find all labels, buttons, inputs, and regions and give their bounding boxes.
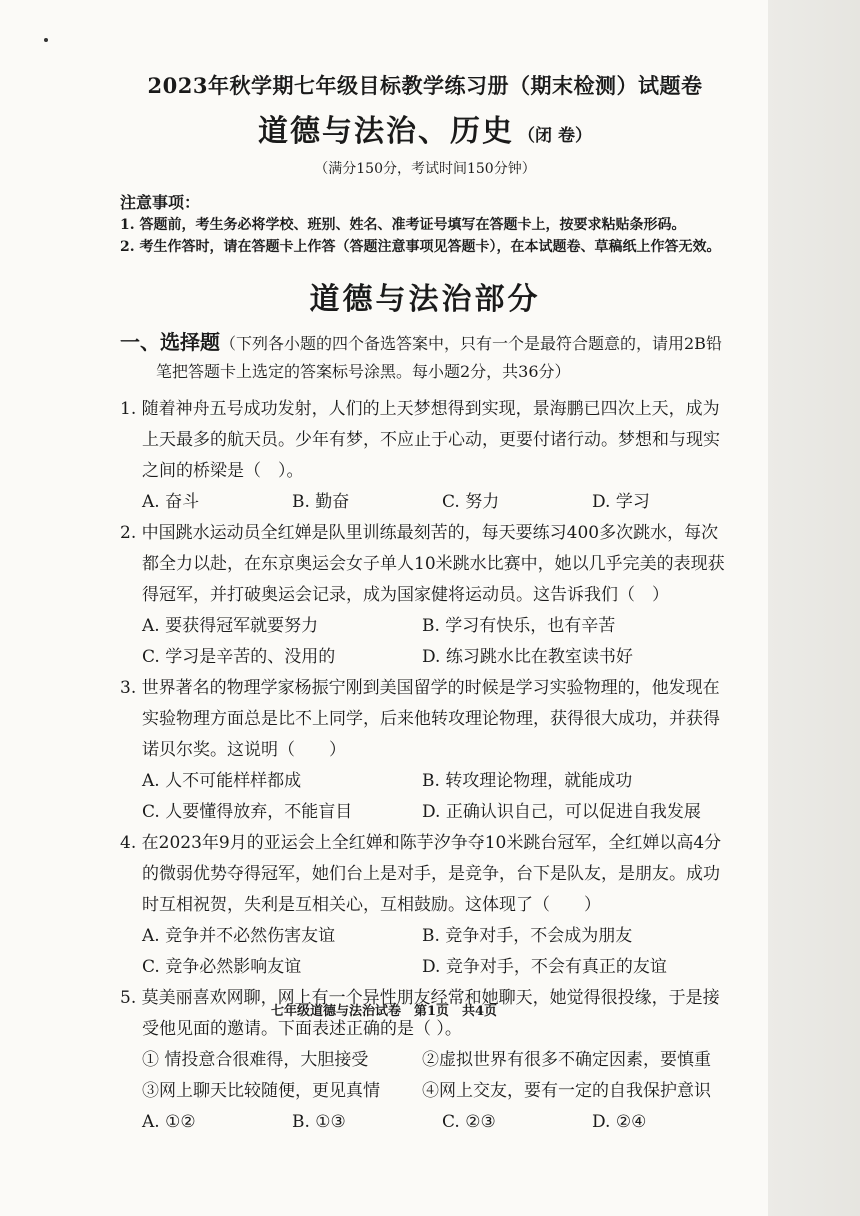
exam-meta: （满分150分，考试时间150分钟） xyxy=(314,161,536,177)
option-b: B. ①③ xyxy=(292,1112,346,1132)
option-d: D. 学习 xyxy=(592,492,650,512)
answer-options xyxy=(120,487,730,518)
scan-speck xyxy=(44,38,48,42)
notice-item: 2. 考生作答时，请在答题卡上作答（答题注意事项见答题卡），在本试题卷、草稿纸上作答无效。 xyxy=(120,239,721,255)
option-c: C. 学习是辛苦的、没用的 xyxy=(142,647,336,667)
part-one-heading xyxy=(120,328,730,386)
option-c: C. 竞争必然影响友谊 xyxy=(142,957,302,977)
question-stem: 2. 中国跳水运动员全红婵是队里训练最刻苦的，每天要练习400多次跳水，每次都全力以赴，在东京奥运会女子单人10米跳水比赛中，她以几乎完美的表现获得冠军，并打破奥运会记录，成为国家健将运动员。这告诉我们（ ） xyxy=(120,523,725,605)
option-c: C. ②③ xyxy=(442,1112,496,1132)
part-one-instruction: （下列各小题的四个备选答案中，只有一个是最符合题意的，请用2B铅笔把答题卡上选定的答案标号涂黑。每小题2分，共36分） xyxy=(156,334,722,381)
page-content xyxy=(120,70,730,1138)
statement: ① 情投意合很难得，大胆接受 xyxy=(142,1050,369,1070)
option-a: A. 竞争并不必然伤害友谊 xyxy=(142,926,336,946)
option-a: A. 奋斗 xyxy=(142,492,200,512)
option-b: B. 勤奋 xyxy=(292,492,350,512)
question-stem: 1. 随着神舟五号成功发射，人们的上天梦想得到实现，景海鹏已四次上天，成为上天最多的航天员。少年有梦，不应止于心动，更要付诸行动。梦想和与现实之间的桥梁是（ ）。 xyxy=(120,399,720,481)
notice-block xyxy=(120,192,730,258)
option-d: D. 练习跳水比在教室读书好 xyxy=(422,647,633,667)
question-1 xyxy=(120,394,730,518)
option-d: D. ②④ xyxy=(592,1112,647,1132)
answer-options xyxy=(120,611,730,673)
option-d: D. 竞争对手，不会有真正的友谊 xyxy=(422,957,667,977)
answer-options xyxy=(120,1107,730,1138)
option-a: A. ①② xyxy=(142,1112,196,1132)
answer-options xyxy=(120,766,730,828)
option-b: B. 竞争对手，不会成为朋友 xyxy=(422,926,633,946)
option-a: A. 要获得冠军就要努力 xyxy=(142,616,319,636)
statement: ④网上交友，要有一定的自我保护意识 xyxy=(422,1081,711,1101)
section-title: 道德与法治部分 xyxy=(309,282,541,317)
part-one-label: 一、选择题 xyxy=(120,330,220,354)
question-3 xyxy=(120,673,730,828)
subject-line xyxy=(120,106,730,150)
question-2 xyxy=(120,518,730,673)
statement: ③网上聊天比较随便，更见真情 xyxy=(142,1081,380,1101)
question-stem: 4. 在2023年9月的亚运会上全红婵和陈芋汐争夺10米跳台冠军，全红婵以高4分的微弱优势夺得冠军，她们台上是对手，是竞争，台下是队友，是朋友。成功时互相祝贺，失利是互相关心，互相鼓励。这体现了（ ） xyxy=(120,833,722,915)
option-c: C. 人要懂得放弃，不能盲目 xyxy=(142,802,353,822)
option-b: B. 学习有快乐，也有辛苦 xyxy=(422,616,616,636)
option-b: B. 转攻理论物理，就能成功 xyxy=(422,771,633,791)
subject-title: 道德与法治、历史 xyxy=(258,114,515,149)
option-d: D. 正确认识自己，可以促进自我发展 xyxy=(422,802,701,822)
notice-item: 1. 答题前，考生务必将学校、班别、姓名、准考证号填写在答题卡上，按要求粘贴条形码。 xyxy=(120,217,686,233)
answer-options xyxy=(120,921,730,983)
statement: ②虚拟世界有很多不确定因素，要慎重 xyxy=(422,1050,711,1070)
exam-title: 2023年秋学期七年级目标教学练习册（期末检测）试题卷 xyxy=(147,73,703,98)
closed-book-label: （闭 卷） xyxy=(518,126,592,146)
statement-list xyxy=(120,1045,730,1107)
option-a: A. 人不可能样样都成 xyxy=(142,771,302,791)
scan-background xyxy=(767,0,860,1216)
page-footer: 七年级道德与法治试卷 第1页 共4页 xyxy=(270,1004,498,1019)
question-stem: 5. 莫美丽喜欢网聊，网上有一个异性朋友经常和她聊天，她觉得很投缘，于是接受他见面的邀请。下面表述正确的是（ ）。 xyxy=(120,988,720,1039)
question-4 xyxy=(120,828,730,983)
notice-title: 注意事项： xyxy=(120,193,201,212)
option-c: C. 努力 xyxy=(442,492,500,512)
question-stem: 3. 世界著名的物理学家杨振宁刚到美国留学的时候是学习实验物理的，他发现在实验物理方面总是比不上同学，后来他转攻理论物理，获得很大成功，并获得诺贝尔奖。这说明（ ） xyxy=(120,678,720,760)
